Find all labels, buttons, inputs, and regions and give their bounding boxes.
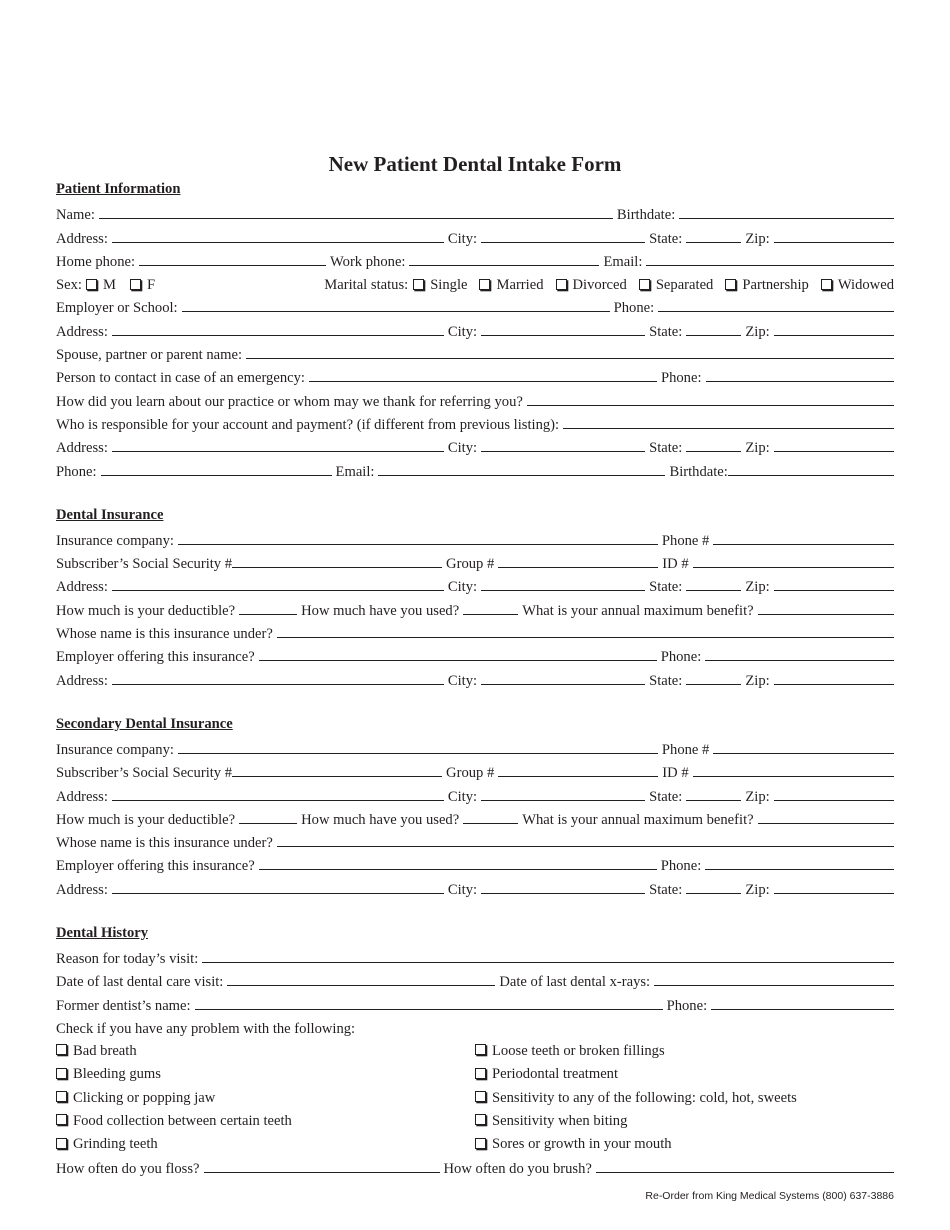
insurance-company-label: Insurance company:: [56, 532, 174, 549]
city-field[interactable]: [481, 684, 645, 685]
id-label: ID #: [662, 556, 689, 573]
city-label: City:: [447, 788, 478, 805]
annual-max-label: What is your annual maximum benefit?: [522, 602, 754, 619]
row-ins-whose: [56, 620, 894, 643]
state-field[interactable]: [686, 451, 741, 452]
sex-option-m[interactable]: M: [86, 277, 116, 294]
deductible-label: How much is your deductible?: [56, 602, 236, 619]
checkbox-icon: [475, 1068, 486, 1079]
row-spouse: [56, 341, 894, 364]
city-field[interactable]: [481, 451, 645, 452]
emergency-field[interactable]: [309, 381, 657, 382]
marital-status-label: Marital status:: [324, 277, 409, 294]
ssn-field[interactable]: [232, 567, 442, 568]
last-xrays-label: Date of last dental x-rays:: [499, 974, 651, 991]
zip-field[interactable]: [774, 800, 894, 801]
checkbox-icon: [56, 1044, 67, 1055]
marital-option-partnership[interactable]: Partnership: [725, 277, 808, 294]
state-label: State:: [649, 672, 683, 689]
checkbox-icon: [479, 279, 490, 290]
last-visit-field[interactable]: [227, 985, 495, 986]
marital-option-divorced[interactable]: Divorced: [556, 277, 627, 294]
ssn-label: Subscriber’s Social Security #: [56, 765, 233, 782]
state-field[interactable]: [686, 590, 741, 591]
employer-offering-phone-label: Phone:: [660, 649, 702, 666]
problem-sensitivity-biting[interactable]: Sensitivity when biting: [475, 1108, 797, 1131]
referral-label: How did you learn about our practice or whom may we thank for referring you?: [56, 393, 523, 410]
checkbox-icon: [56, 1138, 67, 1149]
used-label: How much have you used?: [301, 811, 460, 828]
employer-label: Employer or School:: [56, 300, 178, 317]
zip-field[interactable]: [774, 590, 894, 591]
address-field[interactable]: [112, 590, 444, 591]
employer-offering-label: Employer offering this insurance?: [56, 858, 255, 875]
emergency-phone-label: Phone:: [660, 370, 702, 387]
floss-field[interactable]: [204, 1172, 440, 1173]
row-referral: [56, 387, 894, 410]
address-label: Address:: [56, 788, 108, 805]
sex-label: Sex:: [56, 277, 82, 294]
row-employer: [56, 294, 894, 317]
city-field[interactable]: [481, 242, 645, 243]
employer-phone-label: Phone:: [613, 300, 655, 317]
address-label: Address:: [56, 881, 108, 898]
state-label: State:: [649, 881, 683, 898]
row-sec-company: [56, 736, 894, 759]
reason-field[interactable]: [202, 962, 894, 963]
state-label: State:: [649, 230, 683, 247]
id-field[interactable]: [693, 567, 894, 568]
address-field[interactable]: [112, 684, 444, 685]
insurance-phone-label: Phone #: [661, 741, 710, 758]
city-field[interactable]: [481, 800, 645, 801]
phone-field[interactable]: [101, 475, 332, 476]
check-prompt-label: Check if you have any problem with the following:: [56, 1020, 356, 1037]
row-sec-benefits: [56, 806, 894, 829]
employer-phone-field[interactable]: [658, 311, 894, 312]
home-phone-field[interactable]: [139, 265, 326, 266]
state-field[interactable]: [686, 800, 741, 801]
spouse-label: Spouse, partner or parent name:: [56, 347, 243, 364]
address-label: Address:: [56, 672, 108, 689]
row-ins-company: [56, 527, 894, 550]
zip-label: Zip:: [745, 230, 770, 247]
checkbox-icon: [86, 279, 97, 290]
deductible-field[interactable]: [239, 823, 297, 824]
floss-label: How often do you floss?: [56, 1160, 200, 1177]
state-label: State:: [649, 440, 683, 457]
zip-field[interactable]: [774, 335, 894, 336]
form-title: New Patient Dental Intake Form: [328, 152, 622, 176]
state-field[interactable]: [686, 335, 741, 336]
employer-offering-field[interactable]: [259, 660, 657, 661]
whose-name-label: Whose name is this insurance under?: [56, 626, 273, 643]
used-field[interactable]: [463, 614, 518, 615]
reason-label: Reason for today’s visit:: [56, 951, 199, 968]
marital-option-married[interactable]: Married: [479, 277, 543, 294]
work-phone-field[interactable]: [409, 265, 599, 266]
city-label: City:: [447, 579, 478, 596]
problem-food-collection[interactable]: Food collection between certain teeth: [56, 1108, 475, 1131]
checkbox-icon: [725, 279, 736, 290]
checkbox-icon: [639, 279, 650, 290]
brush-field[interactable]: [596, 1172, 894, 1173]
whose-name-field[interactable]: [277, 846, 894, 847]
former-dentist-phone-field[interactable]: [711, 1009, 894, 1010]
state-field[interactable]: [686, 893, 741, 894]
city-label: City:: [447, 323, 478, 340]
employer-offering-phone-field[interactable]: [705, 869, 894, 870]
row-ins-ids: [56, 550, 894, 573]
row-sec-address: [56, 782, 894, 805]
row-last-visit: [56, 968, 894, 991]
section-heading-patient: Patient Information: [56, 181, 181, 197]
deductible-field[interactable]: [239, 614, 297, 615]
used-field[interactable]: [463, 823, 518, 824]
annual-max-field[interactable]: [758, 823, 894, 824]
section-heading-insurance: Dental Insurance: [56, 506, 164, 523]
last-visit-label: Date of last dental care visit:: [56, 974, 224, 991]
zip-label: Zip:: [745, 788, 770, 805]
checkbox-icon: [475, 1091, 486, 1102]
address-field[interactable]: [112, 800, 444, 801]
address-field[interactable]: [112, 451, 444, 452]
birthdate-field[interactable]: [728, 475, 894, 476]
emergency-label: Person to contact in case of an emergency:: [56, 370, 305, 387]
group-label: Group #: [446, 765, 495, 782]
referral-field[interactable]: [527, 405, 894, 406]
group-field[interactable]: [498, 567, 658, 568]
address-label: Address:: [56, 440, 108, 457]
row-floss-brush: [56, 1154, 894, 1177]
birthdate-label: Birthdate:: [616, 207, 676, 224]
marital-option-separated[interactable]: Separated: [639, 277, 714, 294]
problem-bleeding-gums[interactable]: Bleeding gums: [56, 1061, 475, 1084]
ssn-label: Subscriber’s Social Security #: [56, 556, 233, 573]
problem-column-right: [475, 1038, 797, 1154]
id-field[interactable]: [693, 776, 894, 777]
row-emergency: [56, 364, 894, 387]
annual-max-field[interactable]: [758, 614, 894, 615]
former-dentist-label: Former dentist’s name:: [56, 997, 191, 1014]
sex-option-f[interactable]: F: [130, 277, 155, 294]
address-label: Address:: [56, 579, 108, 596]
responsible-label: Who is responsible for your account and payment? (if different from previous listing):: [56, 416, 560, 433]
email-label: Email:: [603, 253, 643, 270]
section-heading-secondary-insurance: Secondary Dental Insurance: [56, 715, 233, 732]
row-former-dentist: [56, 991, 894, 1014]
insurance-company-field[interactable]: [178, 544, 658, 545]
id-label: ID #: [662, 765, 689, 782]
whose-name-label: Whose name is this insurance under?: [56, 835, 273, 852]
row-patient-address: [56, 224, 894, 247]
former-dentist-phone-label: Phone:: [666, 997, 708, 1014]
zip-field[interactable]: [774, 451, 894, 452]
address-field[interactable]: [112, 335, 444, 336]
checkbox-icon: [130, 279, 141, 290]
row-name: [56, 201, 894, 224]
row-check-prompt: [56, 1015, 894, 1038]
insurance-company-field[interactable]: [178, 753, 658, 754]
employer-offering-label: Employer offering this insurance?: [56, 649, 255, 666]
insurance-phone-label: Phone #: [661, 532, 710, 549]
last-xrays-field[interactable]: [654, 985, 894, 986]
address-label: Address:: [56, 230, 108, 247]
reorder-footer: Re-Order from King Medical Systems (800) 637-3886: [645, 1190, 894, 1202]
annual-max-label: What is your annual maximum benefit?: [522, 811, 754, 828]
responsible-field[interactable]: [563, 428, 894, 429]
insurance-phone-field[interactable]: [713, 753, 894, 754]
problem-sensitivity[interactable]: Sensitivity to any of the following: cold, hot, sweets: [475, 1085, 797, 1108]
address-field[interactable]: [112, 242, 444, 243]
row-ins-benefits: [56, 596, 894, 619]
city-label: City:: [447, 440, 478, 457]
state-label: State:: [649, 788, 683, 805]
problem-periodontal[interactable]: Periodontal treatment: [475, 1061, 797, 1084]
address-label: Address:: [56, 323, 108, 340]
employer-offering-phone-field[interactable]: [705, 660, 894, 661]
employer-offering-field[interactable]: [259, 869, 657, 870]
problem-column-left: [56, 1038, 475, 1154]
group-field[interactable]: [498, 776, 658, 777]
row-responsible-contact: [56, 457, 894, 480]
group-label: Group #: [446, 556, 495, 573]
zip-field[interactable]: [774, 893, 894, 894]
city-label: City:: [447, 672, 478, 689]
address-field[interactable]: [112, 893, 444, 894]
zip-label: Zip:: [745, 440, 770, 457]
name-label: Name:: [56, 207, 95, 224]
emergency-phone-field[interactable]: [706, 381, 895, 382]
checkbox-icon: [556, 279, 567, 290]
checkbox-icon: [475, 1138, 486, 1149]
spouse-field[interactable]: [246, 358, 894, 359]
state-label: State:: [649, 579, 683, 596]
checkbox-icon: [821, 279, 832, 290]
city-field[interactable]: [481, 590, 645, 591]
marital-option-widowed[interactable]: Widowed: [821, 277, 894, 294]
brush-label: How often do you brush?: [443, 1160, 592, 1177]
section-heading-history: Dental History: [56, 924, 149, 941]
intake-form: [56, 150, 894, 1178]
state-label: State:: [649, 323, 683, 340]
row-sec-whose: [56, 829, 894, 852]
checkbox-icon: [56, 1091, 67, 1102]
email-field[interactable]: [646, 265, 894, 266]
row-sec-employer-address: [56, 875, 894, 898]
whose-name-field[interactable]: [277, 637, 894, 638]
deductible-label: How much is your deductible?: [56, 811, 236, 828]
work-phone-label: Work phone:: [330, 253, 406, 270]
problem-clicking-jaw[interactable]: Clicking or popping jaw: [56, 1085, 475, 1108]
zip-label: Zip:: [745, 881, 770, 898]
checkbox-icon: [56, 1068, 67, 1079]
row-responsible: [56, 411, 894, 434]
row-sec-ids: [56, 759, 894, 782]
problem-grinding-teeth[interactable]: Grinding teeth: [56, 1131, 475, 1154]
row-phones: [56, 248, 894, 271]
insurance-company-label: Insurance company:: [56, 741, 174, 758]
checkbox-icon: [475, 1114, 486, 1125]
checkbox-icon: [56, 1114, 67, 1125]
former-dentist-field[interactable]: [195, 1009, 663, 1010]
birthdate-field[interactable]: [679, 218, 894, 219]
employer-offering-phone-label: Phone:: [660, 858, 702, 875]
ssn-field[interactable]: [232, 776, 442, 777]
name-field[interactable]: [99, 218, 613, 219]
marital-option-single[interactable]: Single: [413, 277, 467, 294]
zip-label: Zip:: [745, 323, 770, 340]
row-reason: [56, 945, 894, 968]
zip-label: Zip:: [745, 672, 770, 689]
checkbox-icon: [413, 279, 424, 290]
home-phone-label: Home phone:: [56, 253, 136, 270]
row-ins-address: [56, 573, 894, 596]
birthdate-label: Birthdate:: [669, 463, 728, 480]
city-label: City:: [447, 230, 478, 247]
row-sec-employer: [56, 852, 894, 875]
problem-sores[interactable]: Sores or growth in your mouth: [475, 1131, 797, 1154]
row-ins-employer: [56, 643, 894, 666]
city-field[interactable]: [481, 335, 645, 336]
problem-checklist: [56, 1038, 894, 1154]
employer-field[interactable]: [182, 311, 610, 312]
row-responsible-address: [56, 434, 894, 457]
email-label: Email:: [335, 463, 375, 480]
insurance-phone-field[interactable]: [713, 544, 894, 545]
city-field[interactable]: [481, 893, 645, 894]
zip-field[interactable]: [774, 242, 894, 243]
checkbox-icon: [475, 1044, 486, 1055]
zip-label: Zip:: [745, 579, 770, 596]
state-field[interactable]: [686, 242, 741, 243]
state-field[interactable]: [686, 684, 741, 685]
city-label: City:: [447, 881, 478, 898]
row-ins-employer-address: [56, 666, 894, 689]
problem-loose-teeth[interactable]: Loose teeth or broken fillings: [475, 1038, 797, 1061]
phone-label: Phone:: [56, 463, 97, 480]
zip-field[interactable]: [774, 684, 894, 685]
row-employer-address: [56, 317, 894, 340]
email-field[interactable]: [378, 475, 665, 476]
problem-bad-breath[interactable]: Bad breath: [56, 1038, 475, 1061]
used-label: How much have you used?: [301, 602, 460, 619]
row-sex-marital: [56, 271, 894, 294]
